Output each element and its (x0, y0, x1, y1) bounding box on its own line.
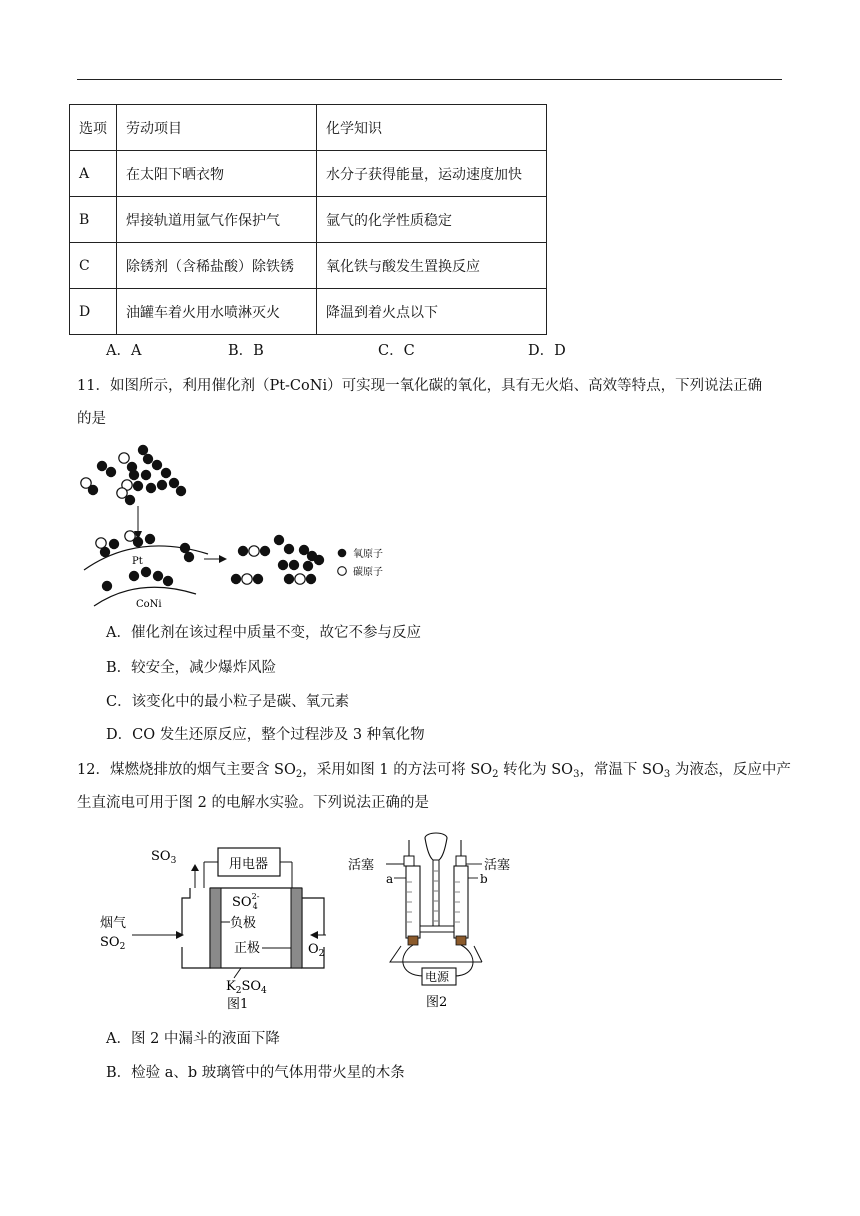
table-cell: B (70, 197, 117, 243)
device-label: 用电器 (229, 857, 269, 872)
molecule-cluster (81, 445, 186, 505)
option-b: B．B (228, 343, 264, 359)
table-cell: D (70, 289, 117, 335)
so3-label: $SO_3$ (151, 849, 177, 866)
table-cell: 焊接轨道用氩气作保护气 (117, 197, 317, 243)
figure1-caption: 图1 (227, 997, 249, 1012)
sulfate-label: $SO_42-$ (232, 892, 260, 911)
table-header-cell: 选项 (70, 105, 117, 151)
stem-subscript: 3 (663, 769, 671, 780)
cathode-label: 正极 (234, 941, 261, 956)
valve-right-label: 活塞 (484, 858, 511, 873)
table-row (70, 289, 547, 335)
q11-stem-line1: 11．如图所示，利用催化剂（Pt-CoNi）可实现一氧化碳的氧化，具有无火焰、高效等特点，下列说法正确 (77, 378, 763, 394)
k2so4-label: $K_2SO_4$ (226, 979, 267, 996)
tube-a-label: a (386, 872, 394, 886)
coni-label: CoNi (136, 599, 162, 610)
option-c: C．C (378, 343, 415, 359)
q11-option-d: D．CO 发生还原反应，整个过程涉及 3 种氧化物 (106, 727, 425, 743)
q12-stem-line2: 生直流电可用于图 2 的电解水实验。下列说法正确的是 (77, 795, 429, 811)
stem-text: ，常温下 SO (579, 762, 664, 778)
q11-stem-line2: 的是 (77, 411, 106, 427)
option-a: A．A (106, 343, 142, 359)
oxygen-legend-label: 氧原子 (353, 549, 383, 560)
header-rule (77, 79, 782, 80)
anode-label: 负极 (230, 916, 257, 931)
table-row (70, 243, 547, 289)
stem-text: 为液态，反应中产 (670, 762, 791, 778)
table-row (70, 151, 547, 197)
electrode-left (408, 936, 418, 945)
carbon-legend-label: 碳原子 (353, 567, 383, 578)
power-label: 电源 (425, 970, 450, 984)
catalyst-diagram (76, 436, 406, 610)
stem-text: ，采用如图 1 的方法可将 SO (302, 762, 493, 778)
carbon-legend-dot (338, 567, 347, 576)
table-cell: 氩气的化学性质稳定 (317, 197, 547, 243)
table-header-cell: 化学知识 (317, 105, 547, 151)
table-header-row (70, 105, 547, 151)
table-cell: 降温到着火点以下 (317, 289, 547, 335)
table-cell: 在太阳下晒衣物 (117, 151, 317, 197)
o2-label: $O_2$ (308, 942, 325, 959)
figure2-caption: 图2 (426, 995, 448, 1010)
pt-label: Pt (132, 556, 143, 567)
q12-option-a: A．图 2 中漏斗的液面下降 (106, 1031, 280, 1047)
valve-left-label: 活塞 (348, 858, 375, 873)
adsorbed-molecules (96, 531, 194, 591)
table-cell: 水分子获得能量，运动速度加快 (317, 151, 547, 197)
flue-gas-label: 烟气 (100, 916, 127, 931)
q12-stem-line1 (77, 761, 791, 784)
table-cell: C (70, 243, 117, 289)
table-cell: A (70, 151, 117, 197)
table-header-cell: 劳动项目 (117, 105, 317, 151)
oxygen-legend-dot (338, 549, 347, 558)
cathode-electrode (291, 888, 302, 968)
tube-b-label: b (480, 872, 488, 886)
option-d: D．D (528, 343, 566, 359)
fuel-cell-diagram (96, 840, 336, 1014)
table-row (70, 197, 547, 243)
stem-subscript: 2 (492, 769, 499, 780)
q11-option-b: B．较安全，减少爆炸风险 (106, 660, 277, 676)
stem-text: 12．煤燃烧排放的烟气主要含 SO (77, 762, 296, 778)
q11-option-c: C．该变化中的最小粒子是碳、氧元素 (106, 694, 350, 710)
so2-label: $SO_2$ (100, 935, 126, 952)
q12-option-b: B．检验 a、b 玻璃管中的气体用带火星的木条 (106, 1065, 405, 1081)
table-cell: 氧化铁与酸发生置换反应 (317, 243, 547, 289)
stem-subscript: 2 (295, 769, 303, 780)
electrolysis-diagram (346, 826, 536, 1016)
stem-text: 转化为 SO (498, 762, 574, 778)
table-cell: 除锈剂（含稀盐酸）除铁锈 (117, 243, 317, 289)
table-cell: 油罐车着火用水喷淋灭火 (117, 289, 317, 335)
stem-subscript: 3 (573, 769, 580, 780)
anode-electrode (210, 888, 221, 968)
question-table (69, 104, 547, 335)
electrode-right (456, 936, 466, 945)
product-molecules (231, 535, 324, 584)
q11-option-a: A．催化剂在该过程中质量不变，故它不参与反应 (106, 625, 421, 641)
